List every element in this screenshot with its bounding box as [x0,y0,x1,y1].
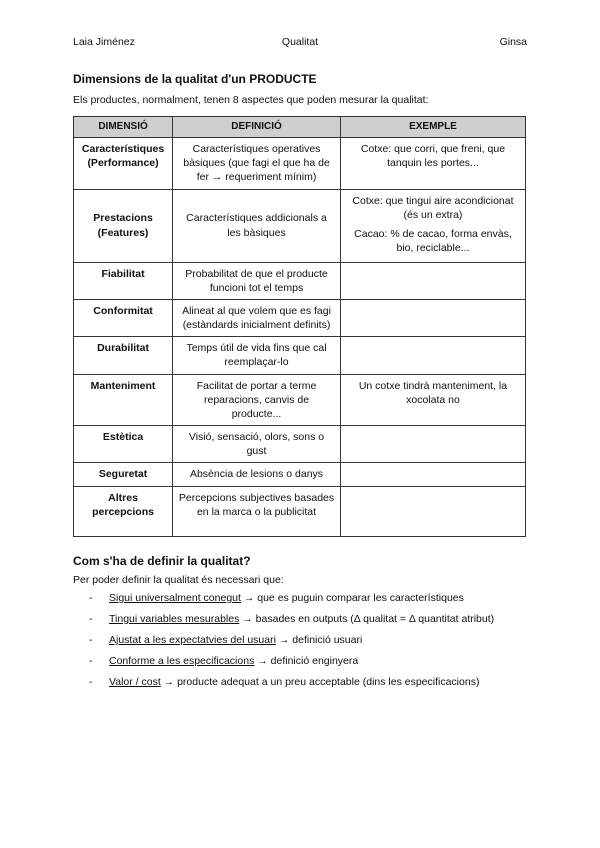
list-item [73,591,494,612]
example-cell [340,486,525,536]
list-item-key: Conforme a les especificacions [109,655,255,667]
example-text: Cotxe: que tingui aire acondicionat (és un extra) [352,194,514,221]
header-author: Laia Jiménez [73,36,135,48]
list-item-key: Sigui universalment conegut [109,592,241,604]
definition-cell: Facilitat de portar a terme reparacions, canvis de producte... [173,374,341,426]
definition-cell: Percepcions subjectives basades en la marca o la publicitat [173,486,341,536]
list-item-rest: → basades en outputs (Δ qualitat = Δ quantitat atribut) [239,613,495,625]
example-cell [340,189,525,262]
list-item-rest: → que es puguin comparar les característiques [240,592,464,604]
section-title-dimensions: Dimensions de la qualitat d'un PRODUCTE [73,72,317,86]
definition-cell: Temps útil de vida fins que cal reemplaçar-lo [173,337,341,374]
section-intro-dimensions: Els productes, normalment, tenen 8 aspectes que poden mesurar la qualitat: [73,94,429,106]
header-topic: Ginsa [499,36,527,48]
list-item [73,633,494,654]
dimension-cell: Característiques (Performance) [74,138,173,190]
quality-dimensions-table [73,116,526,537]
list-item [73,675,494,696]
definition-cell: Absència de lesions o danys [173,463,341,486]
example-cell [340,262,525,299]
example-text: Cotxe: que corri, que freni, que tanquin les portes... [360,143,506,170]
list-dash: - [89,634,93,646]
example-cell [340,374,525,426]
section-title-definition: Com s'ha de definir la qualitat? [73,554,251,568]
list-item-key: Valor / cost [109,676,161,688]
list-item-rest: → definició enginyera [254,655,359,667]
example-text: Un cotxe tindrà manteniment, la xocolata no [358,379,508,406]
table-row [74,463,526,486]
definition-cell: Característiques addicionals a les bàsiques [173,189,341,262]
definition-cell: Característiques operatives bàsiques (que fagi el que ha de fer → requeriment mínim) [173,138,341,190]
list-dash: - [89,655,93,667]
page-header [73,36,527,50]
column-header-exemple: EXEMPLE [340,117,525,138]
example-cell [340,463,525,486]
list-dash: - [89,592,93,604]
table-row [74,189,526,262]
list-dash: - [89,613,93,625]
dimension-cell: Fiabilitat [74,262,173,299]
dimension-cell: Seguretat [74,463,173,486]
table-row [74,374,526,426]
header-subject: Qualitat [281,36,319,48]
list-item-rest: → definició usuari [275,634,363,646]
dimension-cell: Estètica [74,426,173,463]
table-row [74,337,526,374]
list-dash: - [89,676,93,688]
dimension-cell: Altres percepcions [74,486,173,536]
list-item [73,654,494,675]
dimension-cell: Conformitat [74,299,173,336]
dimension-cell: Prestacions (Features) [74,189,173,262]
list-item-key: Ajustat a les expectatvies del usuari [109,634,276,646]
list-item-key: Tingui variables mesurables [109,613,240,625]
dimension-cell: Durabilitat [74,337,173,374]
table-header-row [74,117,526,138]
dimension-cell: Manteniment [74,374,173,426]
section-intro-definition: Per poder definir la qualitat és necessari que: [73,574,284,586]
table-row [74,426,526,463]
list-item-rest: → producte adequat a un preu acceptable (dins les especificacions) [160,676,480,688]
example-cell [340,299,525,336]
table-row [74,262,526,299]
list-item [73,612,494,633]
table-row [74,138,526,190]
definition-cell: Probabilitat de que el producte funcioni tot el temps [173,262,341,299]
example-cell [340,138,525,190]
definition-cell: Alineat al que volem que es fagi (estàndards inicialment definits) [173,299,341,336]
example-text: Cacao: % de cacao, forma envàs, bio, reciclable... [354,227,512,255]
example-cell [340,426,525,463]
column-header-definicio: DEFINICIÓ [173,117,341,138]
example-cell [340,337,525,374]
definition-cell: Visió, sensació, olors, sons o gust [173,426,341,463]
conditions-list [73,591,494,696]
column-header-dimensio: DIMENSIÓ [74,117,173,138]
table-row [74,299,526,336]
table-row [74,486,526,536]
